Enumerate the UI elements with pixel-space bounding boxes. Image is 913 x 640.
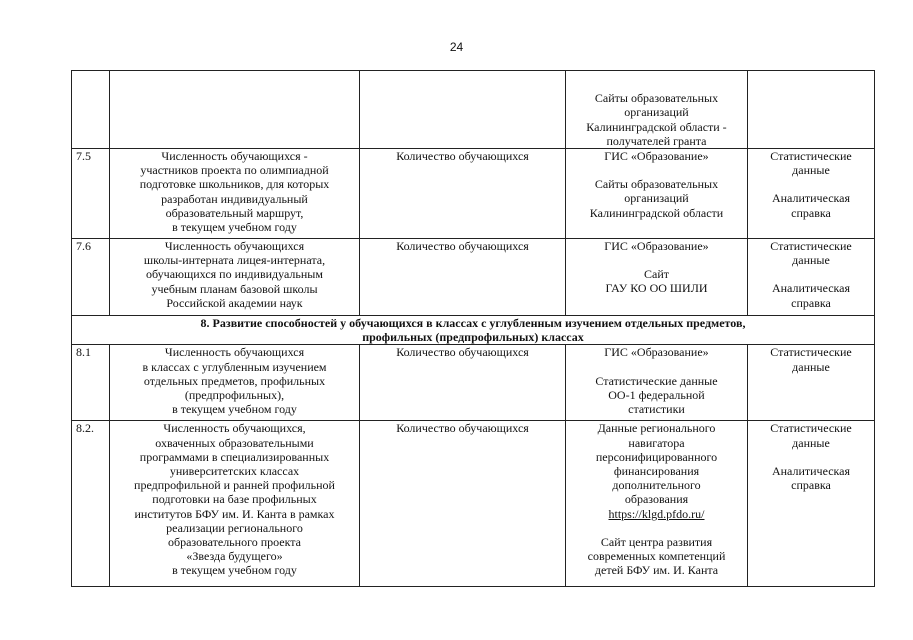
table-row xyxy=(72,149,875,239)
method-line: Статистические xyxy=(770,149,852,163)
spacer xyxy=(568,521,745,535)
section-heading-row xyxy=(72,316,875,345)
method-line: данные xyxy=(792,163,830,178)
method-line: справка xyxy=(791,295,831,310)
indicator-line: образовательного проекта xyxy=(168,535,301,550)
table-row xyxy=(72,345,875,421)
indicator-cell xyxy=(110,149,360,239)
method-cell xyxy=(748,149,875,239)
source-line: ГИС «Образование» xyxy=(604,149,709,163)
indicator-line: (предпрофильных), xyxy=(184,388,285,403)
source-cell xyxy=(566,345,748,421)
source-line: финансирования xyxy=(613,464,700,479)
unit-cell: Количество обучающихся xyxy=(360,239,566,316)
indicator-line: школы-интерната лицея-интерната, xyxy=(143,253,326,268)
source-cell xyxy=(566,149,748,239)
method-line: Статистические xyxy=(770,239,852,253)
page-number: 24 xyxy=(449,40,464,54)
method-line: Аналитическая xyxy=(771,281,851,296)
spacer xyxy=(750,267,872,281)
section-heading-line: профильных (предпрофильных) классах xyxy=(362,330,584,345)
spacer xyxy=(568,163,745,177)
table-row xyxy=(72,421,875,587)
source-line: Сайт xyxy=(644,267,669,282)
row-number: 7.5 xyxy=(72,149,110,239)
table-row xyxy=(72,239,875,316)
indicator-line: учебным планам базовой школы xyxy=(151,281,318,296)
method-cell xyxy=(748,345,875,421)
source-line: Данные регионального xyxy=(597,421,716,436)
method-line: данные xyxy=(792,253,830,268)
indicator-line: отдельных предметов, профильных xyxy=(143,373,326,388)
source-line: ОО-1 федеральной xyxy=(608,387,705,402)
source-line: дополнительного xyxy=(612,478,701,493)
method-line: Аналитическая xyxy=(771,191,851,206)
source-cell xyxy=(566,421,748,587)
indicator-line: реализации регионального xyxy=(166,520,303,535)
indicator-line: университетских классах xyxy=(169,464,300,479)
indicator-line: Численность обучающихся xyxy=(164,239,305,253)
unit-cell: Количество обучающихся xyxy=(360,421,566,587)
source-line: персонифицированного xyxy=(595,449,718,464)
method-line: данные xyxy=(792,359,830,374)
row-number: 7.6 xyxy=(72,239,110,316)
indicator-cell xyxy=(110,239,360,316)
indicators-table xyxy=(71,70,875,587)
method-cell xyxy=(748,71,875,149)
source-line: Сайты образовательных xyxy=(594,91,719,106)
spacer xyxy=(750,450,872,464)
indicator-line: подготовке школьников, для которых xyxy=(139,177,330,192)
indicator-line: в текущем учебном году xyxy=(172,402,297,417)
indicator-line: предпрофильной и ранней профильной xyxy=(134,478,335,493)
method-cell xyxy=(748,239,875,316)
indicator-line: программами в специализированных xyxy=(139,449,330,464)
pfdo-link[interactable]: https://klgd.pfdo.ru/ xyxy=(608,506,705,521)
table-row xyxy=(72,71,875,149)
indicator-line: обучающихся по индивидуальным xyxy=(146,267,323,282)
source-line: образования xyxy=(624,492,689,507)
indicator-line: участников проекта по олимпиадной xyxy=(140,163,329,178)
row-number xyxy=(72,71,110,149)
method-line: справка xyxy=(791,205,831,220)
source-line: статистики xyxy=(628,402,685,417)
spacer xyxy=(750,177,872,191)
section-heading xyxy=(72,316,875,345)
source-line: навигатора xyxy=(628,435,685,450)
unit-cell xyxy=(360,71,566,149)
section-heading-line: 8. Развитие способностей у обучающихся в классах с углубленным изучением отдельных предметов, xyxy=(200,316,746,330)
indicator-line: Численность обучающихся - xyxy=(161,149,308,163)
indicator-line: в текущем учебном году xyxy=(172,563,297,578)
method-line: Статистические xyxy=(770,421,852,436)
source-line: организаций xyxy=(624,105,689,120)
spacer xyxy=(568,253,745,267)
indicator-line: Численность обучающихся, xyxy=(163,421,306,436)
source-line: Сайты образовательных xyxy=(594,177,719,192)
indicator-line: охваченных образовательными xyxy=(155,435,314,450)
row-number: 8.1 xyxy=(72,345,110,421)
indicator-line: «Звезда будущего» xyxy=(186,549,283,564)
indicator-cell xyxy=(110,421,360,587)
indicator-line: институтов БФУ им. И. Канта в рамках xyxy=(134,506,335,521)
source-line: ГИС «Образование» xyxy=(604,239,709,253)
method-line: Аналитическая xyxy=(771,463,851,478)
source-line: ГАУ КО ОО ШИЛИ xyxy=(605,281,708,296)
source-line: получателей гранта xyxy=(606,133,707,148)
indicator-line: Численность обучающихся xyxy=(164,345,305,360)
source-cell xyxy=(566,71,748,149)
source-line: Калининградской области - xyxy=(586,119,727,134)
method-line: справка xyxy=(791,478,831,493)
indicator-line: в классах с углубленным изучением xyxy=(142,359,327,374)
unit-cell: Количество обучающихся xyxy=(360,345,566,421)
indicator-line: в текущем учебном году xyxy=(172,220,297,235)
source-line: Калининградской области xyxy=(589,205,724,220)
source-cell xyxy=(566,239,748,316)
method-line: данные xyxy=(792,435,830,450)
source-line: детей БФУ им. И. Канта xyxy=(594,563,719,578)
source-line: организаций xyxy=(624,191,689,206)
spacer xyxy=(568,360,745,374)
row-number: 8.2. xyxy=(72,421,110,587)
indicator-line: образовательный маршрут, xyxy=(165,205,304,220)
indicator-line: Российской академии наук xyxy=(166,295,303,310)
source-line: современных компетенций xyxy=(587,549,726,564)
source-line: ГИС «Образование» xyxy=(604,345,709,360)
source-line: Статистические данные xyxy=(595,373,718,388)
method-cell xyxy=(748,421,875,587)
indicator-cell xyxy=(110,345,360,421)
method-line: Статистические xyxy=(770,345,852,360)
source-line: Сайт центра развития xyxy=(600,534,713,549)
indicator-cell xyxy=(110,71,360,149)
indicator-line: подготовки на базе профильных xyxy=(152,492,317,507)
indicator-line: разработан индивидуальный xyxy=(161,191,308,206)
unit-cell: Количество обучающихся xyxy=(360,149,566,239)
